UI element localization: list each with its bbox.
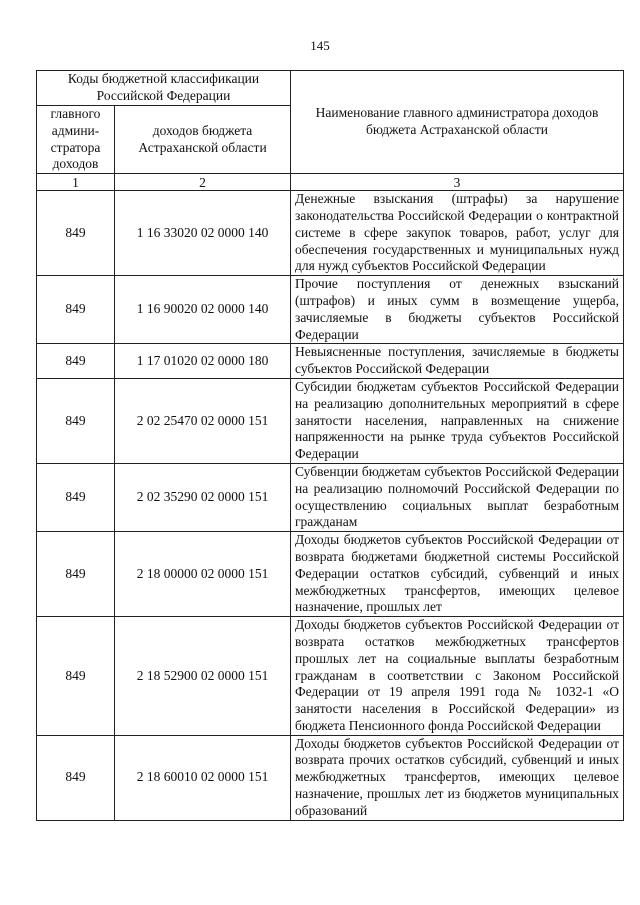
admin-code: 849: [37, 617, 115, 736]
revenue-name: Субвенции бюджетам субъектов Российской Федерации на реализацию полномочий Российской Федерации по осуществлению социальных выплат безработным гражданам: [291, 463, 624, 531]
admin-code: 849: [37, 344, 115, 379]
revenue-name: Прочие поступления от денежных взысканий (штрафов) и иных сумм в возмещение ущерба, зачисляемые в бюджеты субъектов Российской Федерации: [291, 276, 624, 344]
admin-code: 849: [37, 735, 115, 820]
revenue-code: 1 16 90020 02 0000 140: [115, 276, 291, 344]
revenue-code: 2 02 35290 02 0000 151: [115, 463, 291, 531]
revenue-code: 2 18 60010 02 0000 151: [115, 735, 291, 820]
table-row: [37, 463, 624, 531]
revenue-name: Субсидии бюджетам субъектов Российской Федерации на реализацию дополнительных мероприятий в сфере занятости населения, направленных на снижение напряженности на рынке труда субъектов Российской Федерации: [291, 378, 624, 463]
column-number-2: 2: [115, 174, 291, 191]
column-number-row: [37, 174, 624, 191]
table-row: [37, 276, 624, 344]
revenue-name: Доходы бюджетов субъектов Российской Федерации от возврата бюджетами бюджетной системы Российской Федерации остатков субсидий, субвенций и иных межбюджетных трансфертов, имеющих целевое назначение, прошлых лет: [291, 532, 624, 617]
revenue-code: 1 17 01020 02 0000 180: [115, 344, 291, 379]
header-administrator-name: Наименование главного администратора доходов бюджета Астраханской области: [291, 71, 624, 174]
column-number-3: 3: [291, 174, 624, 191]
table-row: [37, 617, 624, 736]
page-number: 145: [310, 38, 330, 53]
revenue-code: 2 02 25470 02 0000 151: [115, 378, 291, 463]
revenue-name: Доходы бюджетов субъектов Российской Федерации от возврата прочих остатков субсидий, субвенций и иных межбюджетных трансфертов, имеющих целевое назначение, прошлых лет из бюджетов муниципальных образований: [291, 735, 624, 820]
table-row: [37, 735, 624, 820]
revenue-code: 2 18 52900 02 0000 151: [115, 617, 291, 736]
budget-classification-table: [36, 70, 624, 821]
header-main-administrator: главного админи-стратора доходов: [37, 106, 115, 174]
revenue-name: Доходы бюджетов субъектов Российской Федерации от возврата остатков межбюджетных трансфертов прошлых лет на социальные выплаты безработным гражданам в соответствии с Законом Российской Федерации от 19 апреля 1991 года № 1032-1 «О занятости населения в Российской Федерации» из бюджета Пенсионного фонда Российской Федерации: [291, 617, 624, 736]
admin-code: 849: [37, 276, 115, 344]
column-number-1: 1: [37, 174, 115, 191]
header-codes-group: Коды бюджетной классификации Российской Федерации: [37, 71, 291, 106]
admin-code: 849: [37, 463, 115, 531]
admin-code: 849: [37, 532, 115, 617]
table-row: [37, 532, 624, 617]
table-row: [37, 378, 624, 463]
header-budget-revenue: доходов бюджета Астраханской области: [115, 106, 291, 174]
admin-code: 849: [37, 191, 115, 276]
table-row: [37, 344, 624, 379]
admin-code: 849: [37, 378, 115, 463]
revenue-name: Невыясненные поступления, зачисляемые в бюджеты субъектов Российской Федерации: [291, 344, 624, 379]
revenue-code: 1 16 33020 02 0000 140: [115, 191, 291, 276]
table-row: [37, 191, 624, 276]
revenue-name: Денежные взыскания (штрафы) за нарушение законодательства Российской Федерации о контрактной системе в сфере закупок товаров, работ, услуг для обеспечения государственных и муниципальных нужд для нужд субъектов Российской Федерации: [291, 191, 624, 276]
revenue-code: 2 18 00000 02 0000 151: [115, 532, 291, 617]
